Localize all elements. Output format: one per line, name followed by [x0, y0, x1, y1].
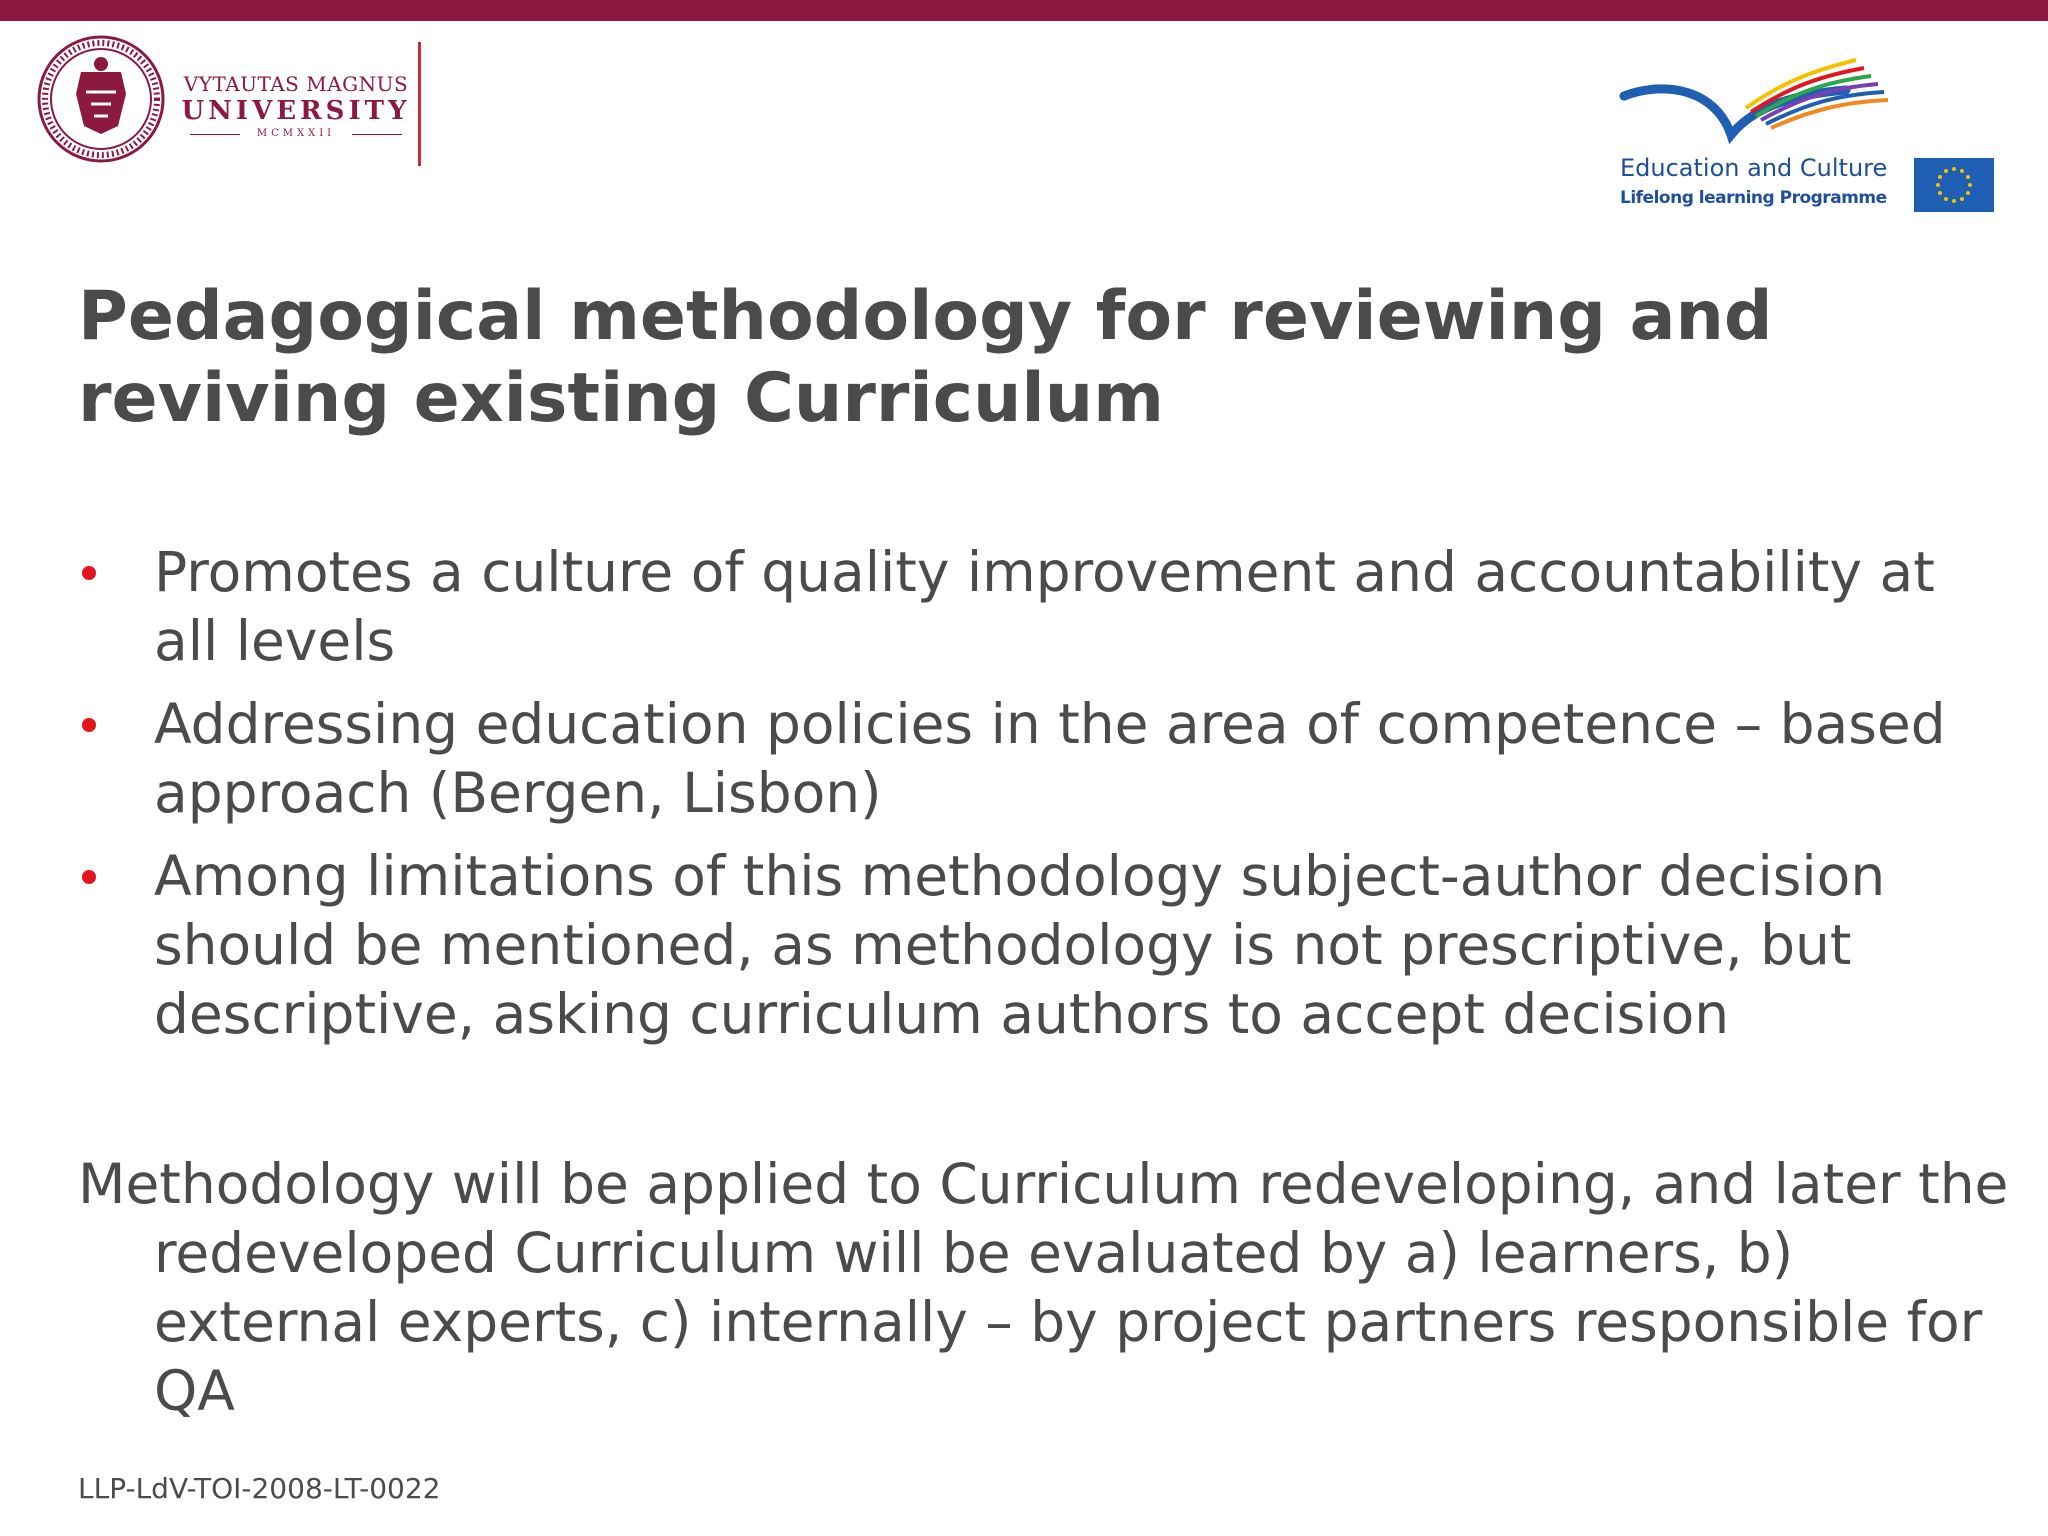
eu-flag-icon — [1914, 158, 1994, 212]
university-name-line2: UNIVERSITY — [181, 96, 411, 126]
programme-title: Education and Culture — [1620, 154, 1888, 182]
methodology-paragraph: Methodology will be applied to Curriculum redeveloping, and later the redeveloped Curriculum will be evaluated by a) learners, b) external experts, c) internally – by project partners responsible for QA — [78, 1152, 2009, 1423]
project-code: LLP-LdV-TOI-2008-LT-0022 — [78, 1472, 441, 1505]
programme-logo — [1616, 40, 2006, 220]
bullet-text: Among limitations of this methodology subject-author decision should be mentioned, as methodology is not prescriptive, but descriptive, asking curriculum authors to accept decision — [154, 844, 1886, 1046]
top-bar — [0, 0, 2048, 21]
header-divider — [418, 42, 421, 166]
swoosh-bird-icon — [1616, 40, 1896, 150]
university-name — [176, 72, 416, 142]
university-logo — [36, 34, 436, 174]
bullet-item — [78, 538, 1998, 676]
bullet-marker-icon — [82, 718, 96, 732]
bullet-marker-icon — [82, 870, 96, 884]
bullet-list — [78, 538, 1998, 1063]
programme-subtitle: Lifelong learning Programme — [1620, 188, 1887, 208]
bullet-text: Addressing education policies in the area of competence – based approach (Bergen, Lisbon) — [154, 692, 1946, 825]
slide-title: Pedagogical methodology for reviewing and reviving existing Curriculum — [78, 277, 1773, 438]
bullet-marker-icon — [82, 566, 96, 580]
university-name-line1: VYTAUTAS MAGNUS — [183, 72, 409, 96]
university-founding-year: MCMXXII — [176, 126, 416, 142]
bullet-item — [78, 842, 1998, 1049]
bullet-text: Promotes a culture of quality improvement and accountability at all levels — [154, 540, 1935, 673]
bullet-item — [78, 690, 1998, 828]
university-seal-icon — [36, 34, 166, 164]
